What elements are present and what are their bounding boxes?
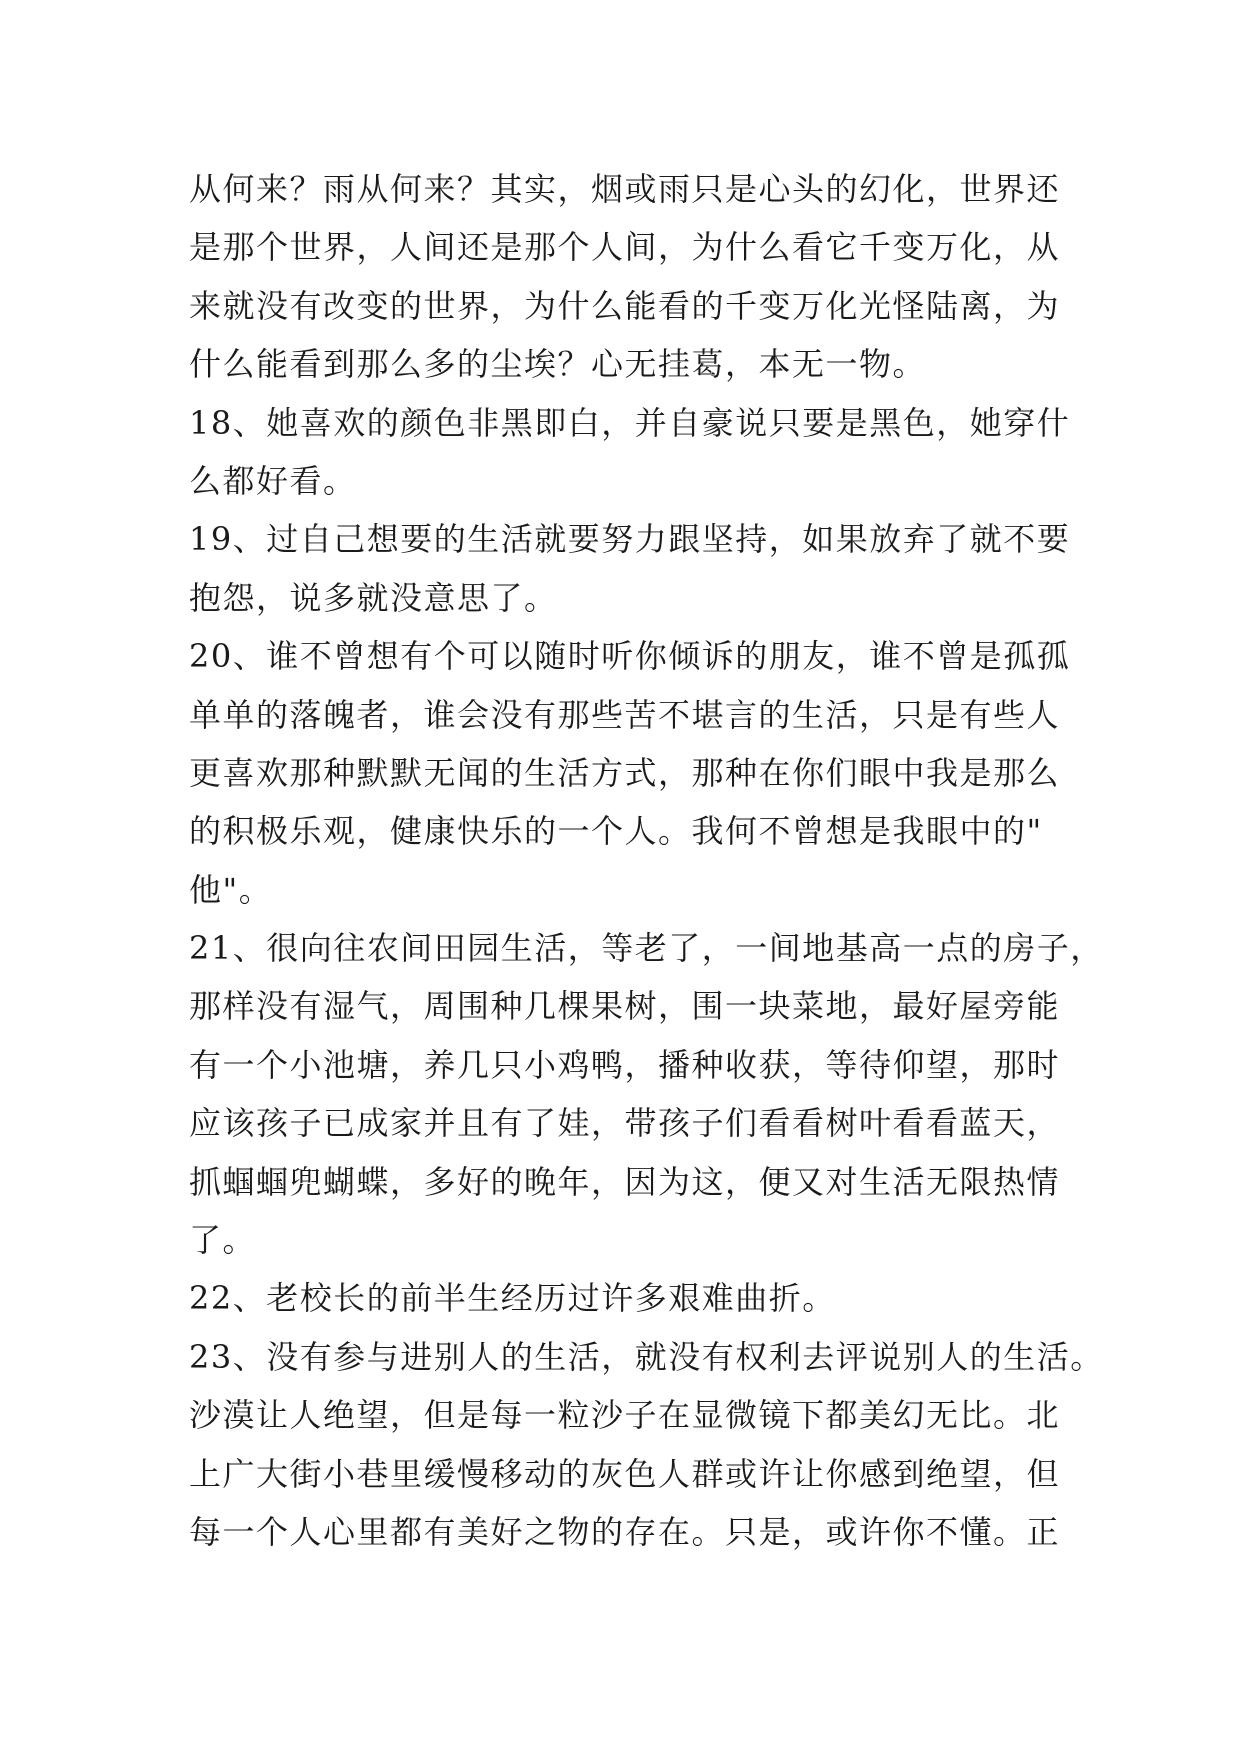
text-line: 20、谁不曾想有个可以随时听你倾诉的朋友，谁不曾是孤孤 bbox=[189, 637, 1071, 676]
text-line: 是那个世界，人间还是那个人间，为什么看它千变万化，从 bbox=[189, 228, 1061, 267]
text-line: 抱怨，说多就没意思了。 bbox=[189, 578, 558, 617]
text-line: 更喜欢那种默默无闻的生活方式，那种在你们眼中我是那么 bbox=[189, 753, 1061, 792]
text-line: 19、过自己想要的生活就要努力跟坚持，如果放弃了就不要 bbox=[189, 520, 1071, 559]
text-line: 上广大街小巷里缓慢移动的灰色人群或许让你感到绝望，但 bbox=[189, 1454, 1061, 1493]
text-line: 22、老校长的前半生经历过许多艰难曲折。 bbox=[189, 1279, 836, 1318]
text-line: 从何来？雨从何来？其实，烟或雨只是心头的幻化，世界还 bbox=[189, 170, 1061, 208]
text-line: 沙漠让人绝望，但是每一粒沙子在显微镜下都美幻无比。北 bbox=[189, 1396, 1061, 1435]
document-body bbox=[189, 160, 1104, 1561]
text-line: 有一个小池塘，养几只小鸡鸭，播种收获，等待仰望，那时 bbox=[189, 1045, 1061, 1084]
text-line: 21、很向往农间田园生活，等老了，一间地基高一点的房子， bbox=[189, 929, 1104, 968]
text-line: 抓蝈蝈兜蝴蝶，多好的晚年，因为这，便又对生活无限热情 bbox=[189, 1162, 1061, 1201]
text-line: 18、她喜欢的颜色非黑即白，并自豪说只要是黑色，她穿什 bbox=[189, 403, 1071, 442]
text-line: 了。 bbox=[189, 1221, 257, 1260]
text-line: 他"。 bbox=[189, 870, 273, 909]
text-line: 单单的落魄者，谁会没有那些苦不堪言的生活，只是有些人 bbox=[189, 695, 1061, 734]
text-line: 来就没有改变的世界，为什么能看的千变万化光怪陆离，为 bbox=[189, 286, 1061, 325]
text-line: 的积极乐观，健康快乐的一个人。我何不曾想是我眼中的" bbox=[189, 812, 1043, 851]
text-line: 那样没有湿气，周围种几棵果树，围一块菜地，最好屋旁能 bbox=[189, 987, 1061, 1026]
text-line: 23、没有参与进别人的生活，就没有权利去评说别人的生活。 bbox=[189, 1337, 1104, 1376]
text-line: 什么能看到那么多的尘埃？心无挂葛，本无一物。 bbox=[189, 345, 927, 384]
text-line: 每一个人心里都有美好之物的存在。只是，或许你不懂。正 bbox=[189, 1512, 1061, 1551]
text-line: 么都好看。 bbox=[189, 461, 357, 500]
text-line: 应该孩子已成家并且有了娃，带孩子们看看树叶看看蓝天， bbox=[189, 1104, 1061, 1143]
